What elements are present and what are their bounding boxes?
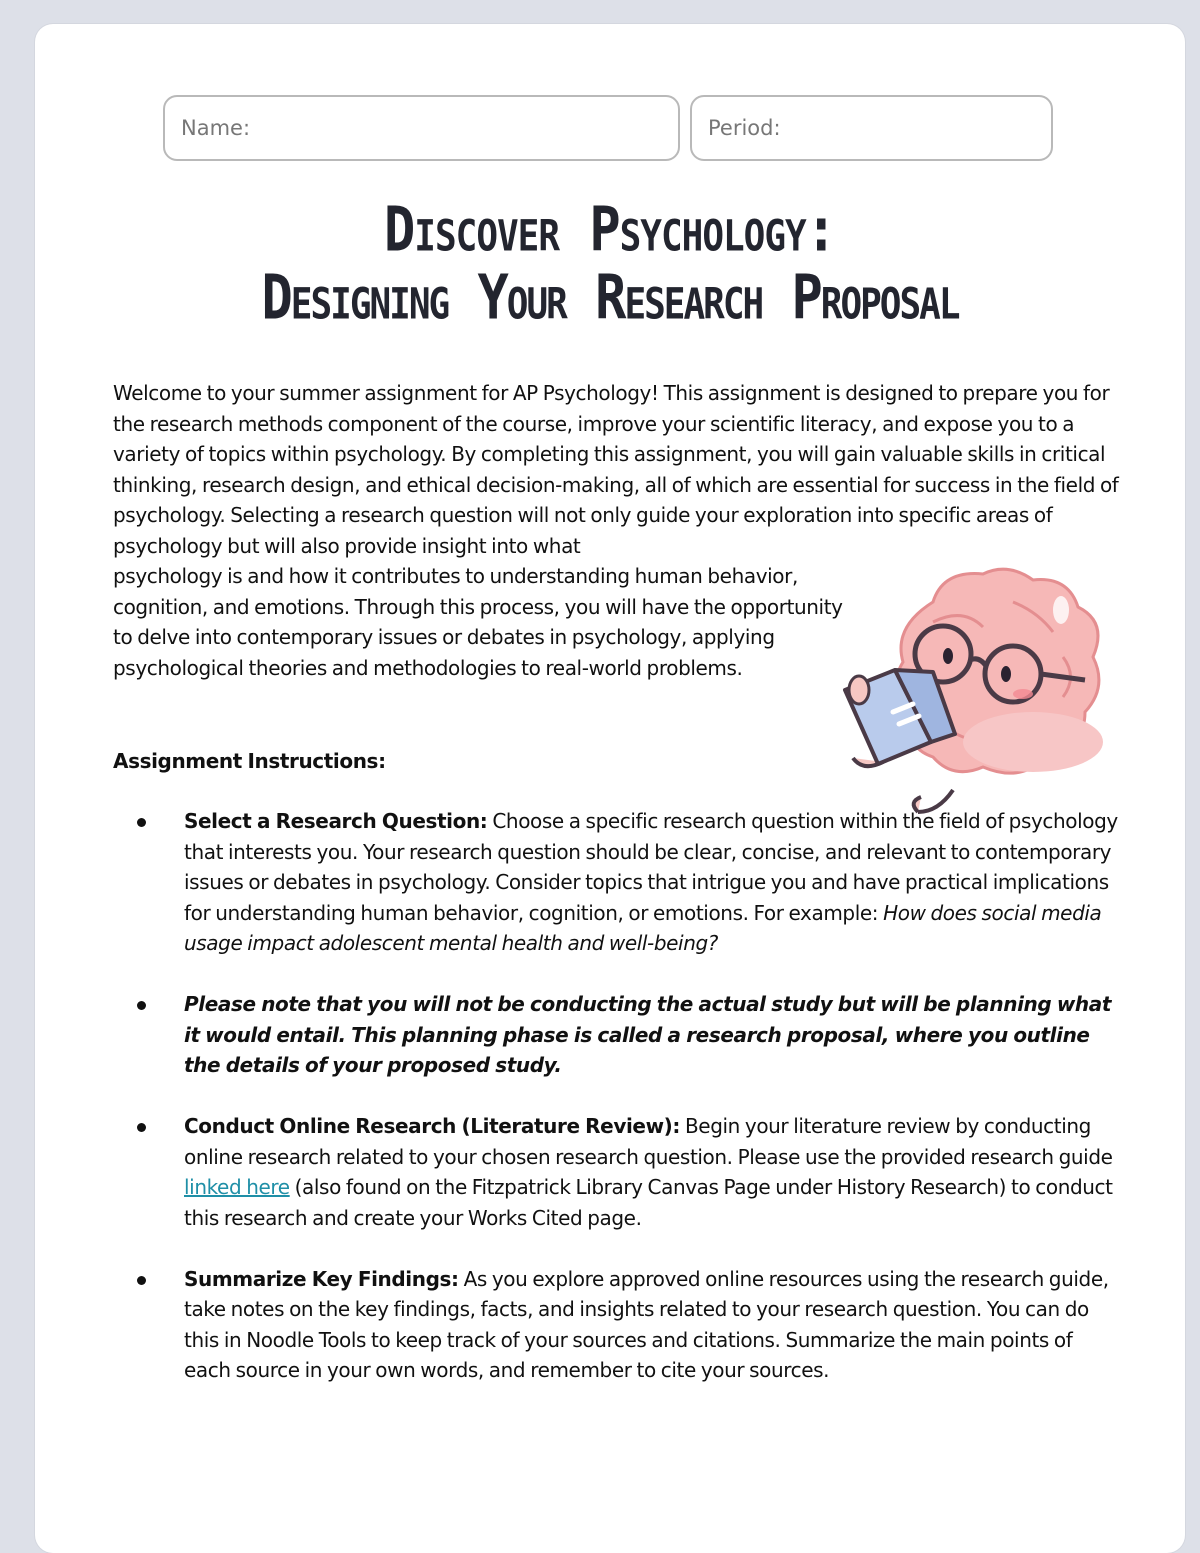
- list-item: [113, 1111, 1123, 1233]
- period-field[interactable]: [690, 95, 1053, 161]
- bullet-icon: [137, 1001, 146, 1010]
- period-field-label: Period:: [708, 116, 781, 140]
- item-lead: Summarize Key Findings:: [184, 1266, 459, 1291]
- title-line-1: Discover Psychology:: [383, 194, 836, 266]
- item-text: Choose a specific research question within the field of psychology that interests you. Your research question should be clear, concise, and relevant to contemporary issues or debates in psychology. Consider topics that intrigue you and have practical implications for understanding human behavior, cognition, or emotions. For example:: [184, 809, 1118, 925]
- bullet-icon: [137, 1123, 146, 1132]
- document-page: [35, 24, 1185, 1553]
- name-field[interactable]: [163, 95, 680, 161]
- item-text: Begin your literature review by conducting online research related to your chosen research question. Please use the provided research guide: [184, 1114, 1113, 1169]
- instructions-list: [113, 806, 1123, 1416]
- research-guide-link[interactable]: linked here: [184, 1175, 290, 1199]
- item-text-after-link: (also found on the Fitzpatrick Library Canvas Page under History Research) to conduct this research and create your Works Cited page.: [184, 1175, 1113, 1230]
- item-text: As you explore approved online resources using the research guide, take notes on the key findings, facts, and insights related to your research question. You can do this in Noodle Tools to keep track of your sources and citations. Summarize the main points of each source in your own words, and remember to cite your sources.: [184, 1266, 1109, 1382]
- name-field-label: Name:: [181, 116, 251, 140]
- instructions-heading: Assignment Instructions:: [113, 749, 386, 773]
- page-title: [35, 196, 1185, 333]
- bullet-icon: [137, 818, 146, 827]
- item-lead: Conduct Online Research (Literature Review):: [184, 1114, 681, 1138]
- item-example: How does social media usage impact adolescent mental health and well-being?: [184, 900, 1102, 955]
- list-item: [113, 989, 1123, 1081]
- title-line-2: Designing Your Research Proposal: [261, 263, 959, 335]
- item-lead: Select a Research Question:: [184, 809, 488, 833]
- item-note: Please note that you will not be conducting the actual study but will be planning what it would entail. This planning phase is called a research proposal, where you outline the details of your proposed study.: [184, 992, 1112, 1077]
- brain-reading-book-icon: [823, 562, 1108, 824]
- bullet-icon: [137, 1276, 146, 1285]
- intro-text-part-1: Welcome to your summer assignment for AP Psychology! This assignment is designed to prepare you for the research methods component of the course, improve your scientific literacy, and expose you to a variety of topics within psychology. By completing this assignment, you will gain valuable skills in critical thinking, research design, and ethical decision-making, all of which are essential for success in the field of psychology. Selecting a research question will not only guide your exploration into specific areas of psychology but will also provide insight into what: [113, 381, 1119, 558]
- list-item: [113, 806, 1123, 959]
- intro-text-part-2: psychology is and how it contributes to understanding human behavior, cognition, and emotions. Through this process, you will have the opportunity to delve into contemporary issues or debates in psychology, applying psychological theories and methodologies to real-world problems.: [113, 564, 843, 680]
- list-item: [113, 1264, 1123, 1386]
